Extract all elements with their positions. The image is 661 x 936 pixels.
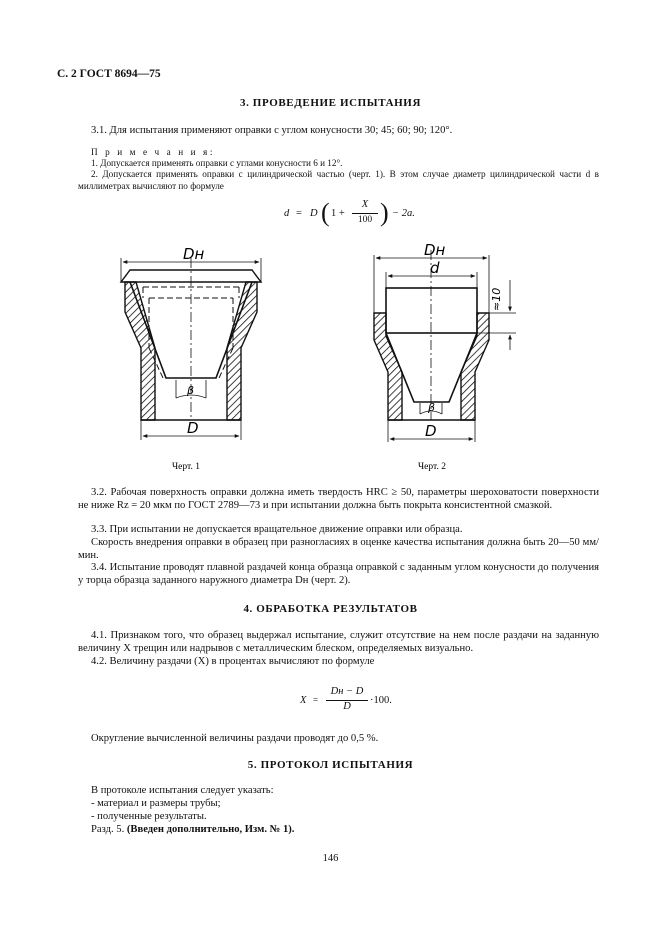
- figure-2: [374, 250, 516, 442]
- formula-d-D: D: [310, 208, 318, 219]
- formula-d-numerator: X: [361, 199, 369, 210]
- paragraph-3-4: 3.4. Испытание проводят плавной раздачей конца образца оправкой с заданным углом конусности до получения у торца образца заданного наружного диаметра Dн (черт. 2).: [78, 562, 599, 586]
- formula-d-paren-open: (: [321, 198, 330, 227]
- formula-d-fraction-bar: [352, 213, 378, 214]
- formula-d-paren-close: ): [380, 198, 389, 227]
- note-1: 1. Допускается применять оправки с углами конусности 6 и 12°.: [91, 158, 343, 168]
- notes-title: П р и м е ч а н и я:: [91, 147, 216, 157]
- formula-d-denominator: 100: [357, 215, 373, 225]
- figure-1: [121, 258, 261, 440]
- formula-x-denominator: D: [343, 701, 351, 712]
- fig2-specimen-left-wall: [374, 313, 402, 420]
- fig1-label-d: D: [187, 419, 199, 437]
- fig2-label-dn: Dн: [424, 241, 446, 259]
- section-3-title: 3. ПРОВЕДЕНИЕ ИСПЫТАНИЯ: [240, 97, 421, 109]
- paragraph-4-1: 4.1. Признаком того, что образец выдержал испытание, служит отсутствие на нем после раздачи на заданную величину X трещин или надрывов с металлическим блеском, определяемых визуально.: [78, 630, 599, 654]
- protocol-line-4: [78, 823, 599, 836]
- formula-d-eq: =: [296, 208, 302, 219]
- fig1-caption: Черт. 1: [172, 462, 200, 472]
- formula-x-numerator: Dн − D: [330, 686, 364, 697]
- fig2-label-d-small: d: [430, 259, 440, 277]
- page-number: 146: [322, 853, 339, 864]
- formula-x-eq: =: [313, 695, 319, 705]
- protocol-line-2: - материал и размеры трубы;: [91, 798, 221, 809]
- formula-d-one-plus: 1 +: [331, 208, 345, 219]
- paragraph-3-3: 3.3. При испытании не допускается вращательное движение оправки или образца.: [91, 524, 463, 535]
- formula-d: [284, 198, 424, 234]
- section-note-plain: Разд. 5.: [91, 824, 125, 835]
- fig2-label-approx10: ≈10: [490, 287, 503, 311]
- formula-x-tail: ·100.: [370, 695, 392, 706]
- paragraph-4-2: 4.2. Величину раздачи (X) в процентах вычисляют по формуле: [91, 656, 375, 667]
- fig1-label-dn: Dн: [183, 245, 205, 263]
- fig2-caption: Черт. 2: [418, 462, 446, 472]
- section-note-bold: (Введен дополнительно, Изм. № 1).: [126, 824, 295, 835]
- note-2: 2. Допускается применять оправки с цилиндрической частью (черт. 1). В этом случае диаметр цилиндрической части d в миллиметрах вычисляют по формуле: [78, 169, 599, 191]
- formula-d-lhs: d: [284, 208, 290, 219]
- protocol-line-1: В протоколе испытания следует указать:: [91, 785, 274, 796]
- protocol-line-3: - полученные результаты.: [91, 811, 207, 822]
- paragraph-3-1: 3.1. Для испытания применяют оправки с углом конусности 30; 45; 60; 90; 120°.: [91, 125, 453, 136]
- section-4-title: 4. ОБРАБОТКА РЕЗУЛЬТАТОВ: [243, 603, 418, 615]
- paragraph-4-3: Округление вычисленной величины раздачи проводят до 0,5 %.: [91, 733, 379, 744]
- formula-x-lhs: X: [300, 695, 307, 706]
- fig2-specimen-right-wall: [461, 313, 489, 420]
- fig2-mandrel-cylinder: [386, 288, 477, 333]
- formula-d-tail: − 2a.: [392, 208, 415, 219]
- paragraph-3-2: 3.2. Рабочая поверхность оправки должна иметь твердость HRC ≥ 50, параметры шероховатости поверхности не ниже Rz = 20 мкм по ГОСТ 2789—73 и при испытании должна быть покрыта консистентной смазкой.: [78, 487, 599, 511]
- formula-x: [300, 686, 410, 716]
- fig1-label-beta: β: [187, 384, 195, 397]
- paragraph-3-3b: Скорость внедрения оправки в образец при разногласиях в оценке качества испытания должна быть 20—50 мм/мин.: [78, 537, 599, 561]
- section-5-title: 5. ПРОТОКОЛ ИСПЫТАНИЯ: [247, 759, 414, 771]
- figures: [0, 235, 661, 475]
- page-header: С. 2 ГОСТ 8694—75: [57, 68, 161, 80]
- fig2-label-D: D: [425, 422, 437, 440]
- fig2-label-beta: β: [428, 401, 436, 414]
